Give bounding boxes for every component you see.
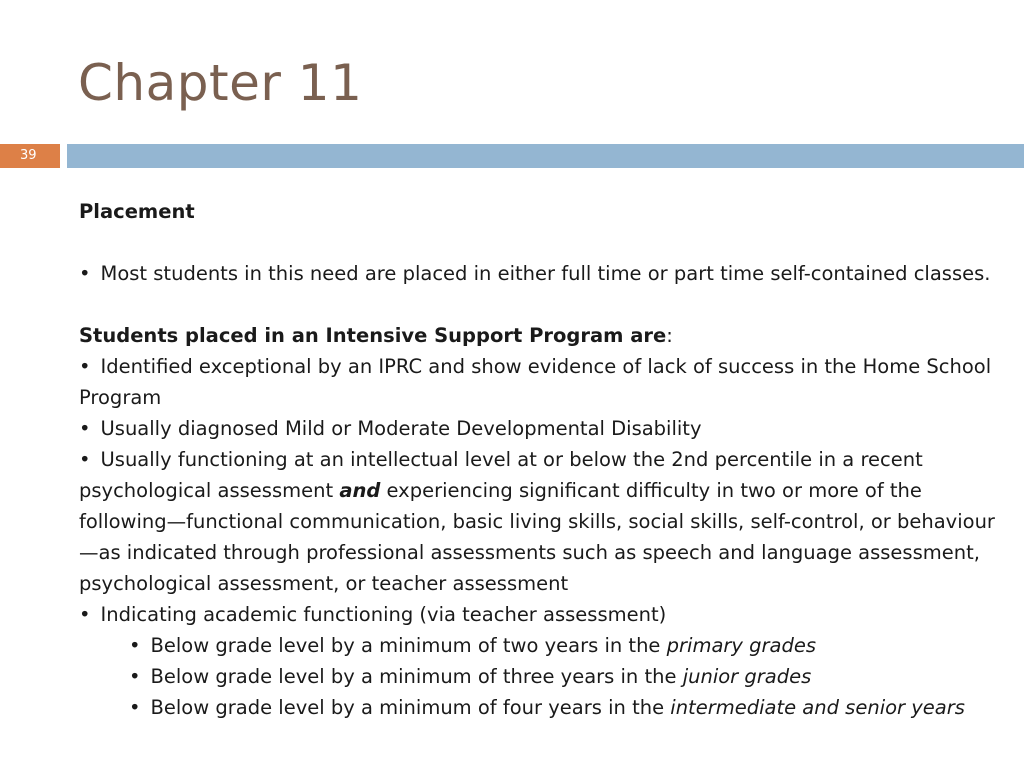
sub-bullet-emphasis: primary grades bbox=[666, 634, 817, 657]
bullet-identified: • Identified exceptional by an IPRC and show evidence of lack of success in the Home School Program bbox=[79, 351, 999, 413]
program-heading-text: Students placed in an Intensive Support Program are bbox=[79, 324, 667, 347]
title-divider-bar bbox=[67, 144, 1024, 168]
sub-bullet-junior bbox=[79, 661, 999, 692]
slide-title: Chapter 11 bbox=[78, 54, 363, 112]
sub-bullet-text: Below grade level by a minimum of four years in the bbox=[150, 696, 671, 719]
bullet-functioning bbox=[79, 444, 999, 599]
spacer bbox=[79, 227, 999, 258]
spacer bbox=[79, 289, 999, 320]
program-heading-colon: : bbox=[666, 324, 673, 347]
sub-bullet-text: Below grade level by a minimum of two years in the bbox=[150, 634, 667, 657]
program-heading bbox=[79, 320, 999, 351]
sub-bullet-text: Below grade level by a minimum of three years in the bbox=[150, 665, 683, 688]
sub-bullet-emphasis: junior grades bbox=[682, 665, 812, 688]
bullet-functioning-text-1: Usually functioning at an intellectual level at or below the 2nd percentile in a recent psychological assessment bbox=[79, 448, 923, 502]
sub-bullet-senior bbox=[79, 692, 999, 723]
bullet-functioning-text-2: experiencing significant difficulty in two or more of the following—functional communication, basic living skills, social skills, self-control, or behaviour—as indicated through professional assessments such as speech and language assessment, psychological assessment, or teacher assessment bbox=[79, 479, 995, 595]
section-heading: Placement bbox=[79, 200, 195, 223]
bullet-academic: • Indicating academic functioning (via teacher assessment) bbox=[79, 599, 999, 630]
sub-bullet-emphasis: intermediate and senior years bbox=[670, 696, 965, 719]
intro-bullet: • Most students in this need are placed in either full time or part time self-contained classes. bbox=[79, 258, 999, 289]
bullet-functioning-emphasis: and bbox=[339, 479, 381, 502]
slide-body bbox=[79, 196, 999, 723]
bullet-diagnosed: • Usually diagnosed Mild or Moderate Developmental Disability bbox=[79, 413, 999, 444]
sub-bullet-primary bbox=[79, 630, 999, 661]
slide-number-badge: 39 bbox=[0, 144, 60, 168]
